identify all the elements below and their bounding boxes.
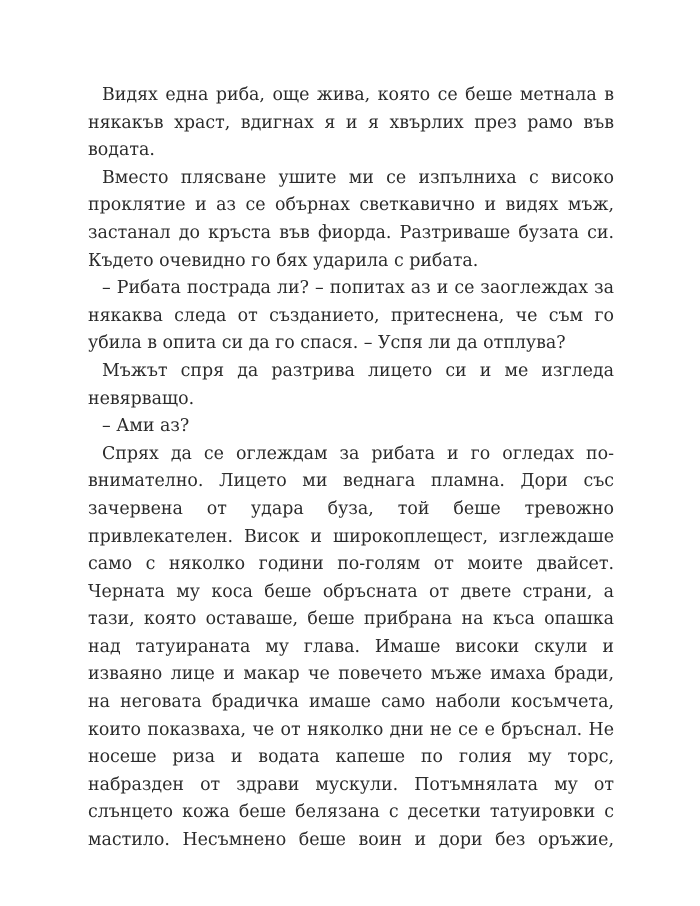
paragraph-fish-thrown: Видях една риба, още жива, която се беше метнала в някакъв храст, вдигнах я и я хвърлих през рамо във водата. [88,85,614,161]
paragraph-what-about-me: – Ами аз? [102,416,190,437]
paragraph-man-in-fjord: Вместо плясване ушите ми се изпълниха с високо проклятие и аз се обърнах светкавично и видях мъж, застанал до кръста във фиорда. Разтриваше бузата си. Където очевидно го бях ударила с рибата. [88,167,614,271]
paragraph-question-fish: – Рибата пострада ли? – попитах аз и се заоглеждах за някаква следа от създанието, притеснена, че съм го убила в опита си да го спася. – Успя ли да отплува? [88,278,614,354]
page-body [88,82,614,855]
paragraph-man-stares: Мъжът спря да разтрива лицето си и ме изгледа невярващо. [88,360,614,409]
paragraph-description: Спрях да се оглеждам за рибата и го огледах по-внимателно. Лицето ми веднага пламна. Дори със зачервена от удара буза, той беше тревожно привлекателен. Висок и широкоплещест, изглеждаше само с няколко години по-голям от моите двайсет. Черната му коса беше обръсната от двете страни, а тази, която оставаше, беше прибрана на къса опашка над татуираната му глава. Имаше високи скули и изваяно лице и макар че повечето мъже имаха бради, на неговата брадичка имаше само наболи косъмчета, които показваха, че от няколко дни не се е бръснал. Не носеше риза и водата капеше по голия му торс, набразден от здрави мускули. Потъмнялата му от слънцето кожа беше белязана с десетки татуировки с мастило. Несъмнено беше воин и дори без оръжие, [88,443,614,851]
